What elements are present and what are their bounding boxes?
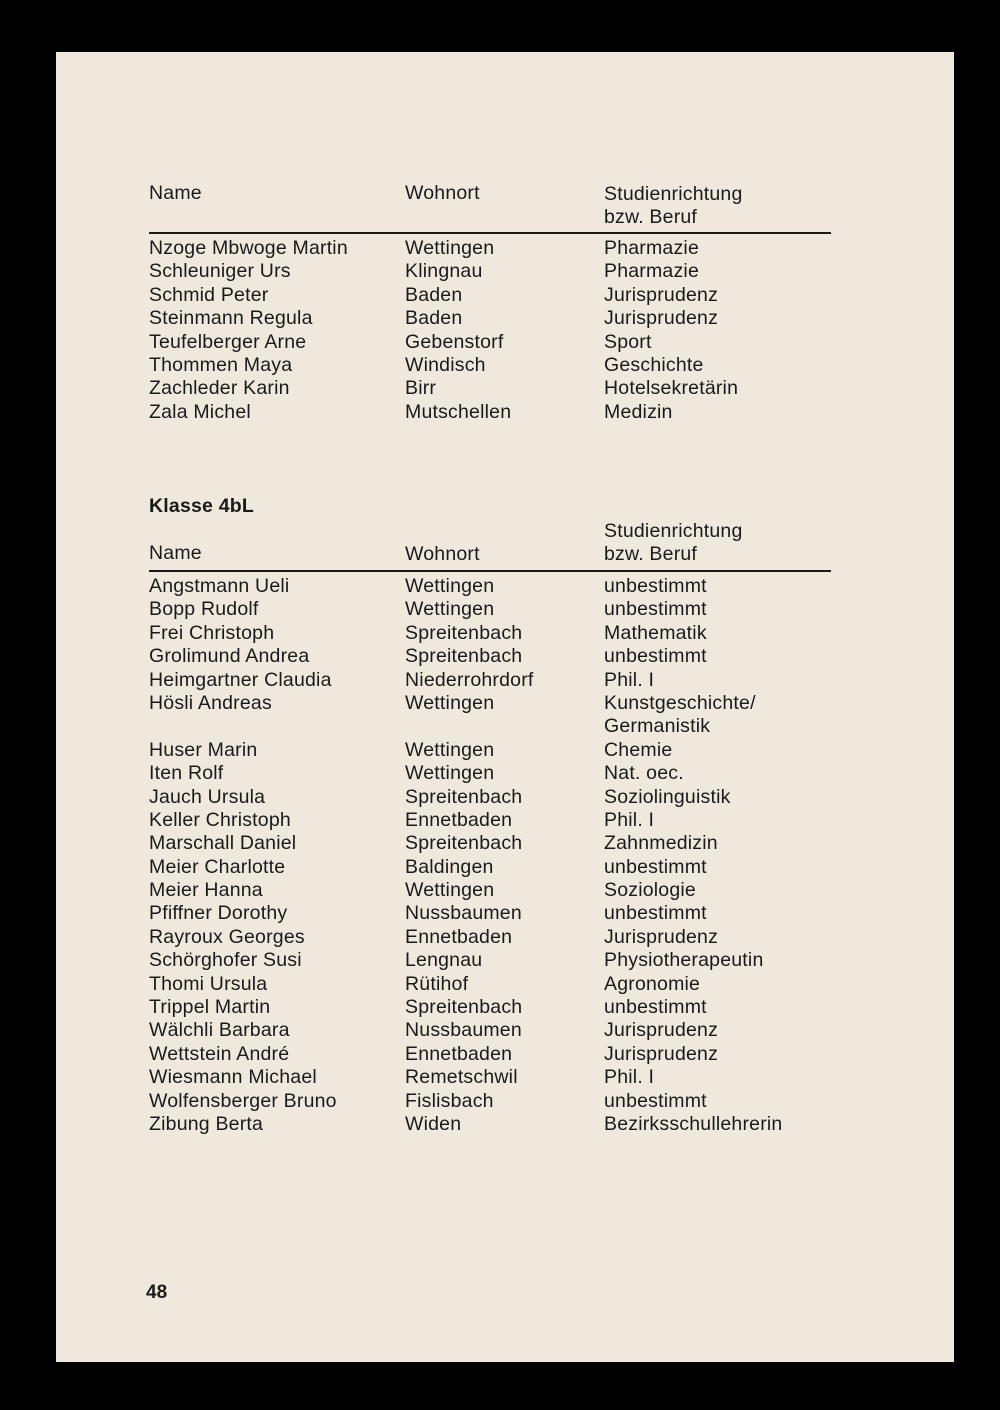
cell-name: Zala Michel xyxy=(149,400,251,423)
cell-name: Huser Marin xyxy=(149,738,258,761)
cell-name: Keller Christoph xyxy=(149,808,291,831)
table-row xyxy=(56,926,954,949)
table-row xyxy=(56,622,954,645)
cell-name: Jauch Ursula xyxy=(149,785,266,808)
cell-wohnort: Wettingen xyxy=(405,598,495,621)
cell-name: Steinmann Regula xyxy=(149,307,313,330)
cell-name: Zibung Berta xyxy=(149,1113,264,1135)
cell-name: Bopp Rudolf xyxy=(149,598,259,621)
cell-wohnort: Baldingen xyxy=(405,855,494,878)
cell-wohnort: Wettingen xyxy=(405,691,495,714)
cell-beruf: unbestimmt xyxy=(604,598,707,621)
cell-wohnort: Nussbaumen xyxy=(405,902,522,925)
cell-beruf: Chemie xyxy=(604,738,673,761)
cell-beruf: Nat. oec. xyxy=(604,762,684,785)
table-row xyxy=(56,1066,954,1089)
cell-wohnort: Baden xyxy=(405,283,463,306)
cell-name: Schleuniger Urs xyxy=(149,260,291,283)
cell-beruf: unbestimmt xyxy=(604,645,707,668)
cell-wohnort: Wettingen xyxy=(405,738,495,761)
top-table-body xyxy=(56,237,954,424)
cell-wohnort: Wettingen xyxy=(405,575,495,597)
table-row xyxy=(56,832,954,855)
table-row xyxy=(56,1019,954,1042)
cell-name: Zachleder Karin xyxy=(149,377,290,400)
header-beruf: bzw. Beruf xyxy=(604,206,698,228)
table-row xyxy=(56,1113,954,1136)
class-title: Klasse 4bL xyxy=(149,495,254,517)
cell-wohnort: Birr xyxy=(405,377,437,400)
header-studienrichtung: Studienrichtung xyxy=(604,183,743,205)
table-row xyxy=(56,879,954,902)
table-row xyxy=(56,739,954,762)
cell-beruf: Hotelsekretärin xyxy=(604,377,739,400)
cell-beruf-continued: Germanistik xyxy=(604,715,711,738)
table-row xyxy=(56,996,954,1019)
cell-wohnort: Wettingen xyxy=(405,237,495,259)
cell-beruf: unbestimmt xyxy=(604,855,707,878)
cell-wohnort: Widen xyxy=(405,1113,462,1135)
cell-beruf: Jurisprudenz xyxy=(604,925,719,948)
cell-beruf: Jurisprudenz xyxy=(604,283,719,306)
cell-beruf: Phil. I xyxy=(604,808,655,831)
cell-name: Meier Charlotte xyxy=(149,855,286,878)
cell-wohnort: Spreitenbach xyxy=(405,785,523,808)
table-row xyxy=(56,284,954,307)
cell-name: Wettstein André xyxy=(149,1042,290,1065)
cell-beruf: Pharmazie xyxy=(604,237,700,259)
cell-beruf: Agronomie xyxy=(604,972,701,995)
table-row xyxy=(56,575,954,598)
cell-name: Thommen Maya xyxy=(149,353,293,376)
cell-wohnort: Spreitenbach xyxy=(405,832,523,855)
cell-wohnort: Spreitenbach xyxy=(405,645,523,668)
cell-beruf: Pharmazie xyxy=(604,260,700,283)
cell-wohnort: Nussbaumen xyxy=(405,1019,522,1042)
cell-wohnort: Gebenstorf xyxy=(405,330,504,353)
cell-name: Rayroux Georges xyxy=(149,925,305,948)
cell-beruf: Phil. I xyxy=(604,1066,655,1089)
cell-name: Trippel Martin xyxy=(149,996,271,1019)
cell-wohnort: Mutschellen xyxy=(405,400,512,423)
table-row xyxy=(56,598,954,621)
table-row xyxy=(56,949,954,972)
cell-name: Wiesmann Michael xyxy=(149,1066,317,1089)
table-row xyxy=(56,260,954,283)
cell-wohnort: Ennetbaden xyxy=(405,1042,513,1065)
cell-name: Hösli Andreas xyxy=(149,691,272,714)
cell-beruf: unbestimmt xyxy=(604,902,707,925)
cell-beruf: Physiotherapeutin xyxy=(604,949,764,972)
cell-beruf: Soziolinguistik xyxy=(604,785,731,808)
table-row xyxy=(56,237,954,260)
cell-beruf: Bezirksschullehrerin xyxy=(604,1113,783,1135)
cell-wohnort: Windisch xyxy=(405,353,486,376)
class-header-wohnort: Wohnort xyxy=(405,543,480,565)
cell-beruf: unbestimmt xyxy=(604,1089,707,1112)
table-row xyxy=(56,786,954,809)
cell-name: Iten Rolf xyxy=(149,762,224,785)
header-name: Name xyxy=(149,182,202,204)
table-row xyxy=(56,762,954,785)
table-row xyxy=(56,354,954,377)
cell-wohnort: Wettingen xyxy=(405,762,495,785)
cell-name: Frei Christoph xyxy=(149,621,275,644)
cell-name: Thomi Ursula xyxy=(149,972,268,995)
cell-beruf: Kunstgeschichte/ xyxy=(604,691,756,714)
cell-beruf: Sport xyxy=(604,330,652,353)
class-header-studienrichtung: Studienrichtung xyxy=(604,520,743,542)
cell-name: Schörghofer Susi xyxy=(149,949,302,972)
cell-beruf: unbestimmt xyxy=(604,996,707,1019)
cell-name: Marschall Daniel xyxy=(149,832,297,855)
class-table-body xyxy=(56,575,954,1136)
table-row xyxy=(56,645,954,668)
cell-wohnort: Klingnau xyxy=(405,260,483,283)
table-row xyxy=(56,377,954,400)
page-number: 48 xyxy=(146,1282,168,1303)
cell-name: Pfiffner Dorothy xyxy=(149,902,288,925)
cell-beruf: Zahnmedizin xyxy=(604,832,718,855)
table-row xyxy=(56,902,954,925)
table-row xyxy=(56,973,954,996)
table-row xyxy=(56,692,954,739)
cell-beruf: Mathematik xyxy=(604,621,707,644)
cell-name: Wälchli Barbara xyxy=(149,1019,290,1042)
cell-name: Grolimund Andrea xyxy=(149,645,310,668)
cell-wohnort: Wettingen xyxy=(405,879,495,902)
cell-beruf: unbestimmt xyxy=(604,575,707,597)
cell-name: Angstmann Ueli xyxy=(149,575,290,597)
class-header-rule xyxy=(149,570,831,572)
table-row xyxy=(56,856,954,879)
cell-wohnort: Ennetbaden xyxy=(405,808,513,831)
cell-wohnort: Baden xyxy=(405,307,463,330)
cell-wohnort: Ennetbaden xyxy=(405,925,513,948)
cell-wohnort: Spreitenbach xyxy=(405,996,523,1019)
table-row xyxy=(56,809,954,832)
cell-wohnort: Fislisbach xyxy=(405,1089,494,1112)
cell-name: Schmid Peter xyxy=(149,283,269,306)
cell-beruf: Jurisprudenz xyxy=(604,1019,719,1042)
cell-beruf: Soziologie xyxy=(604,879,696,902)
table-row xyxy=(56,1043,954,1066)
cell-name: Meier Hanna xyxy=(149,879,263,902)
class-header-beruf: bzw. Beruf xyxy=(604,543,698,565)
document-page xyxy=(56,52,954,1362)
cell-wohnort: Lengnau xyxy=(405,949,483,972)
cell-beruf: Phil. I xyxy=(604,668,655,691)
class-header-name: Name xyxy=(149,542,202,564)
cell-wohnort: Rütihof xyxy=(405,972,469,995)
header-wohnort: Wohnort xyxy=(405,182,480,204)
cell-name: Heimgartner Claudia xyxy=(149,668,332,691)
table-row xyxy=(56,401,954,424)
cell-name: Wolfensberger Bruno xyxy=(149,1089,337,1112)
table-row xyxy=(56,669,954,692)
cell-wohnort: Spreitenbach xyxy=(405,621,523,644)
table-row xyxy=(56,331,954,354)
cell-beruf: Geschichte xyxy=(604,353,704,376)
table-row xyxy=(56,307,954,330)
cell-wohnort: Remetschwil xyxy=(405,1066,518,1089)
cell-beruf: Jurisprudenz xyxy=(604,1042,719,1065)
cell-name: Teufelberger Arne xyxy=(149,330,307,353)
cell-beruf: Medizin xyxy=(604,400,673,423)
header-rule xyxy=(149,232,831,234)
table-row xyxy=(56,1090,954,1113)
cell-wohnort: Niederrohrdorf xyxy=(405,668,534,691)
cell-beruf: Jurisprudenz xyxy=(604,307,719,330)
cell-name: Nzoge Mbwoge Martin xyxy=(149,237,348,259)
